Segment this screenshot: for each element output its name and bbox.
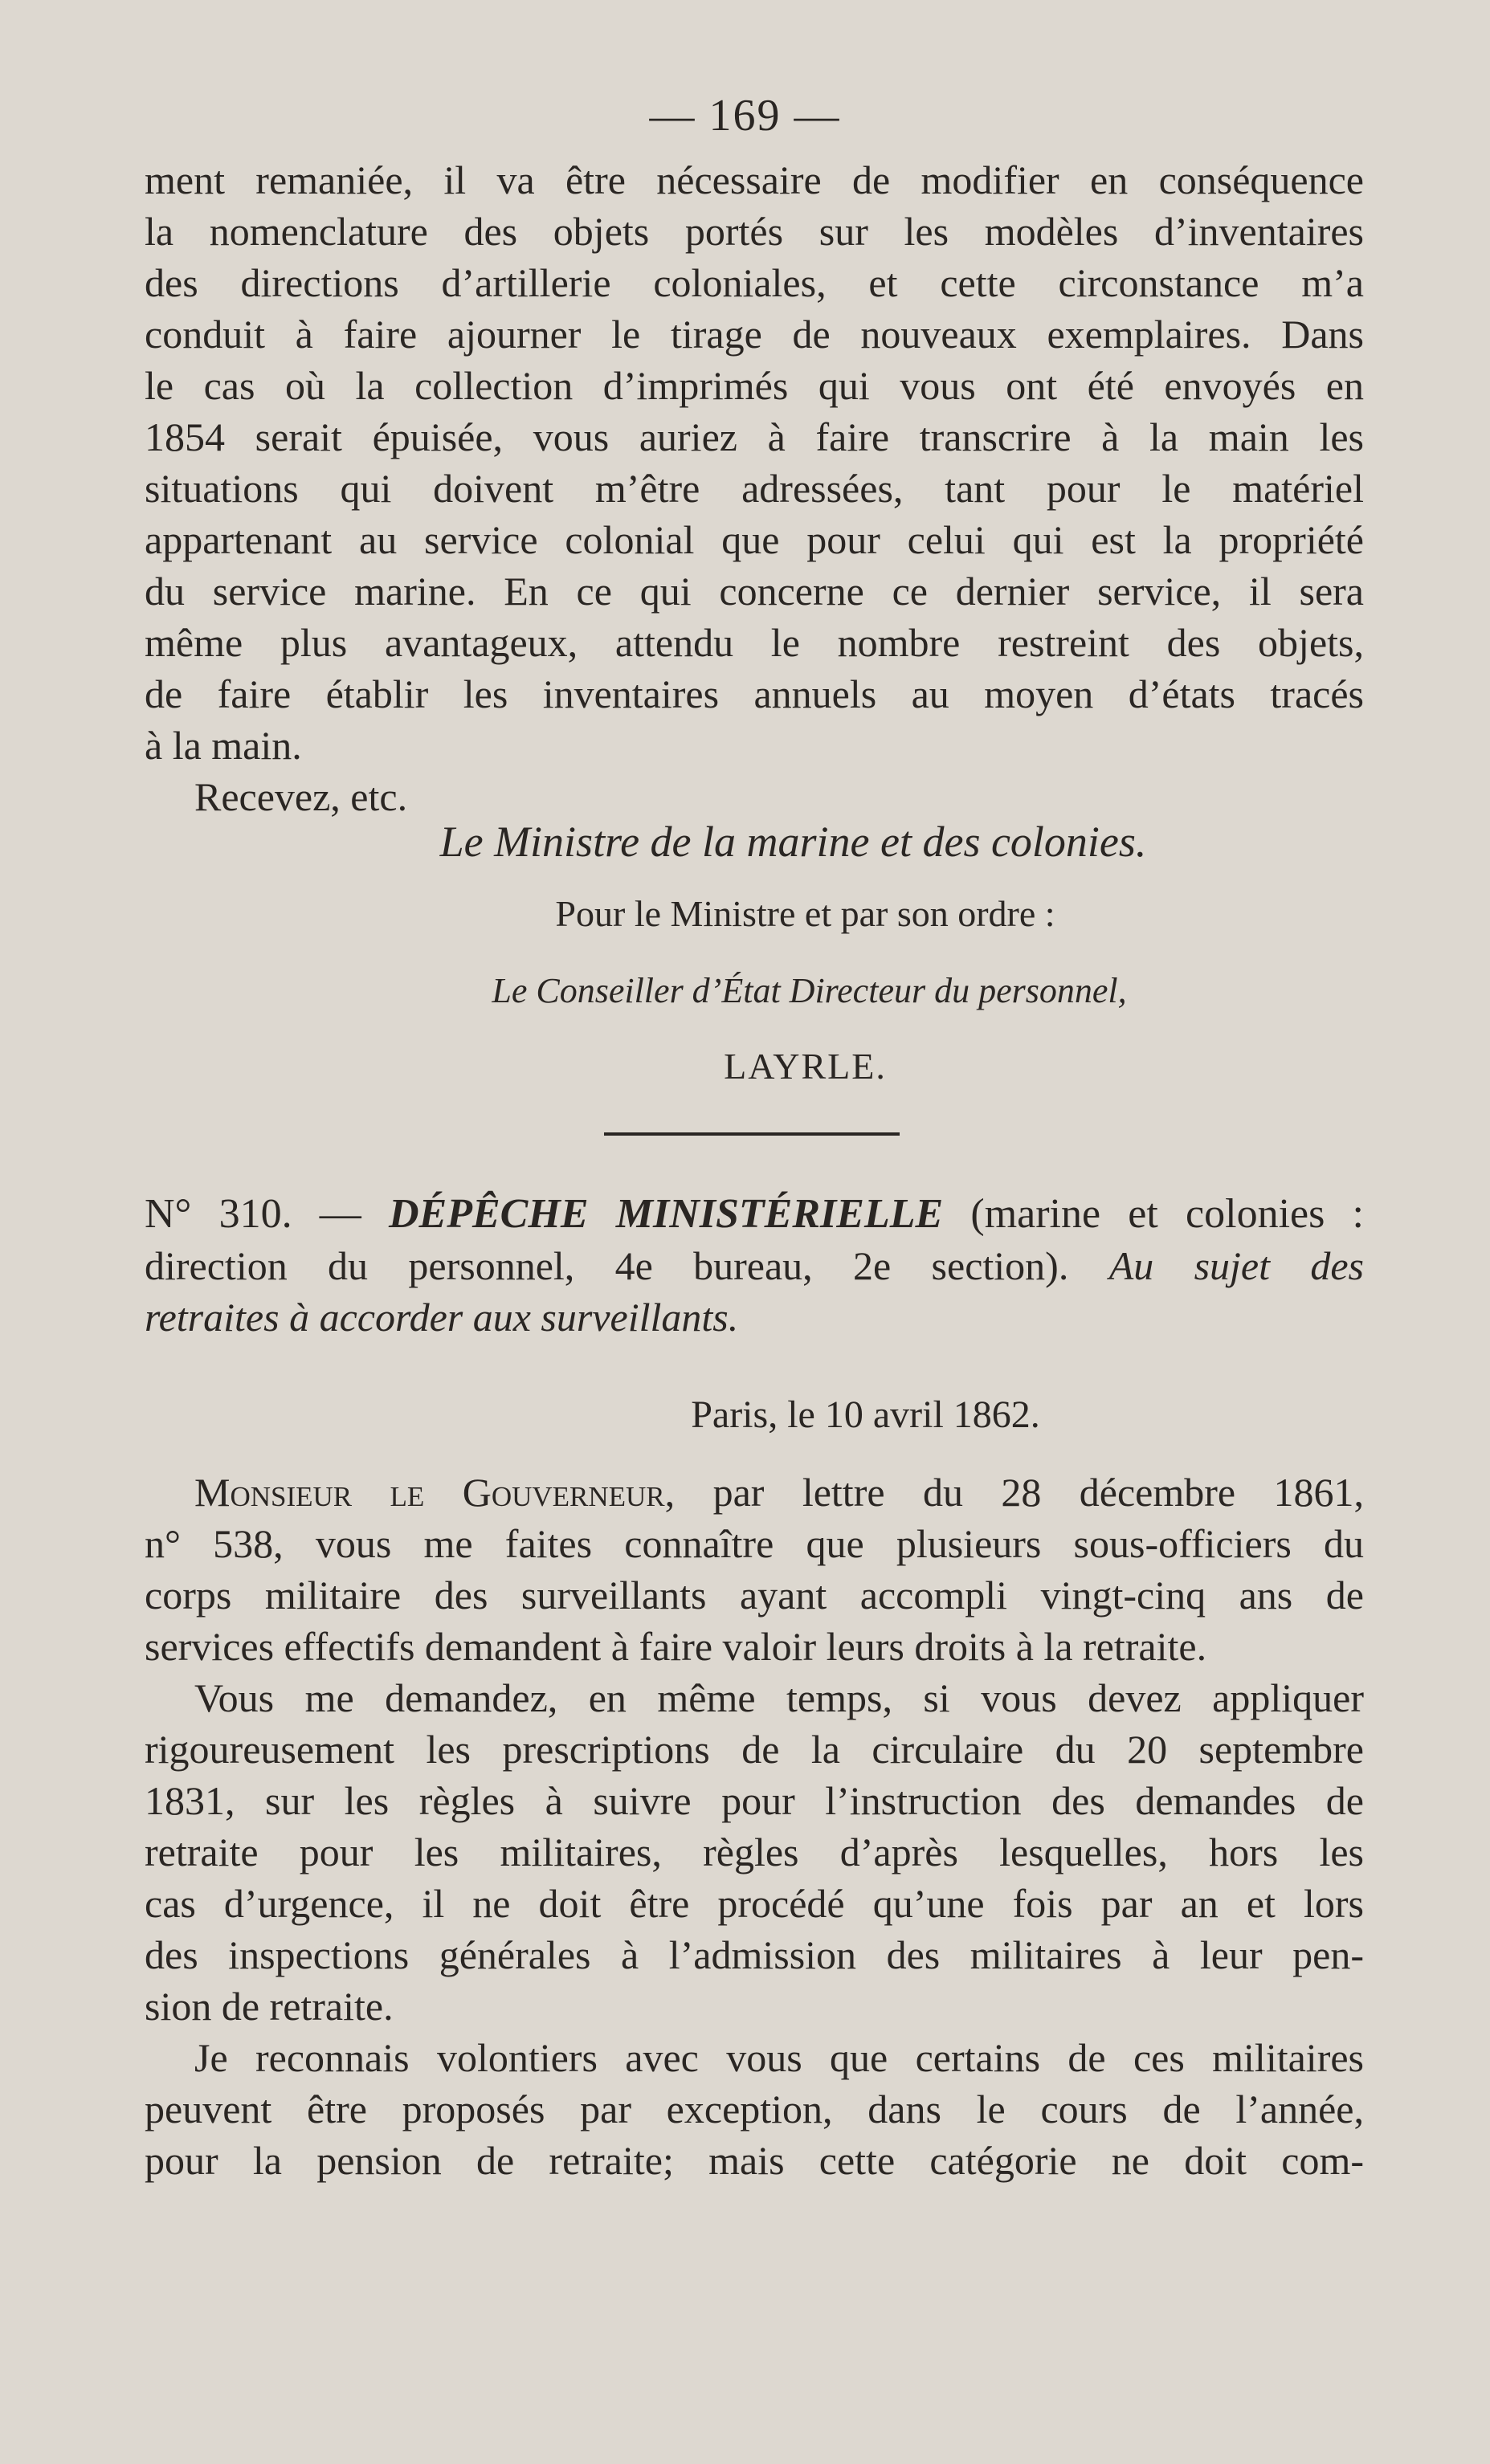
section-divider: [604, 1132, 900, 1136]
text-line: situations qui doivent m’être adressées, tant pour le matériel: [145, 466, 1364, 511]
text-line: 1854 serait épuisée, vous auriez à faire transcrire à la main les: [145, 414, 1364, 459]
dispatch-subject: Au sujet des: [1108, 1243, 1364, 1288]
text-line: des inspections générales à l’admission des militaires à leur pen-: [145, 1932, 1364, 1977]
dispatch-kind: DÉPÊCHE MINISTÉRIELLE: [389, 1191, 944, 1237]
text-line: Je reconnais volontiers avec vous que certains de ces militaires: [194, 2035, 1364, 2080]
dispatch-number: N° 310. —: [145, 1191, 361, 1237]
text-line: même plus avantageux, attendu le nombre restreint des objets,: [145, 620, 1364, 665]
text-line: services effectifs demandent à faire valoir leurs droits à la retraite.: [145, 1624, 1207, 1669]
text-line: [145, 1467, 1364, 1518]
dispatch-heading-line: [145, 1189, 1364, 1240]
minister-signature: Le Ministre de la marine et des colonies.: [439, 818, 1147, 866]
text-line: cas d’urgence, il ne doit être procédé qu’une fois par an et lors: [145, 1881, 1364, 1926]
text-line: de faire établir les inventaires annuels au moyen d’états tracés: [145, 671, 1364, 716]
text-line: conduit à faire ajourner le tirage de nouveaux exemplaires. Dans: [145, 312, 1364, 357]
text-line: du service marine. En ce qui concerne ce dernier service, il sera: [145, 569, 1364, 614]
text-line: le cas où la collection d’imprimés qui vous ont été envoyés en: [145, 363, 1364, 408]
dispatch-subject-cont: retraites à accorder aux surveillants.: [145, 1295, 739, 1340]
text-line: retraite pour les militaires, règles d’après lesquelles, hors les: [145, 1830, 1364, 1875]
text-line: à la main.: [145, 723, 302, 768]
text-line: peuvent être proposés par exception, dans le cours de l’année,: [145, 2087, 1364, 2132]
text-line: 1831, sur les règles à suivre pour l’instruction des demandes de: [145, 1778, 1364, 1823]
letter-body: [145, 1467, 1364, 2186]
text-line: ment remaniée, il va être nécessaire de modifier en conséquence: [145, 157, 1364, 202]
text-line: des directions d’artillerie coloniales, et cette circonstance m’a: [145, 260, 1364, 305]
salutation: Monsieur le Gouverneur,: [194, 1470, 676, 1515]
text-line: rigoureusement les prescriptions de la circulaire du 20 septembre: [145, 1727, 1364, 1772]
dispatch-office: (marine et colonies :: [970, 1191, 1364, 1237]
on-behalf-line: Pour le Ministre et par son ordre :: [555, 893, 1055, 934]
text-line: corps militaire des surveillants ayant accompli vingt-cinq ans de: [145, 1573, 1364, 1618]
signatory-name: LAYRLE.: [724, 1046, 887, 1087]
text-line: la nomenclature des objets portés sur les modèles d’inventaires: [145, 209, 1364, 254]
text-line: sion de retraite.: [145, 1984, 394, 2029]
date-line: Paris, le 10 avril 1862.: [691, 1393, 1040, 1436]
text-line: pour la pension de retraite; mais cette catégorie ne doit com-: [145, 2138, 1364, 2183]
text-line: appartenant au service colonial que pour celui qui est la propriété: [145, 517, 1364, 562]
dispatch-heading-line: [145, 1240, 1364, 1291]
top-paragraph: [145, 154, 1364, 822]
dispatch-office-cont: direction du personnel, 4e bureau, 2e section).: [145, 1243, 1069, 1288]
page-number: — 169 —: [649, 91, 841, 141]
text-fragment: par lettre du 28 décembre 1861,: [712, 1470, 1365, 1515]
closing-formula: Recevez, etc.: [194, 774, 408, 819]
signatory-title: Le Conseiller d’État Directeur du personnel,: [492, 971, 1127, 1010]
text-line: Vous me demandez, en même temps, si vous devez appliquer: [194, 1675, 1364, 1720]
dispatch-heading: [145, 1189, 1364, 1343]
text-line: n° 538, vous me faites connaître que plusieurs sous-officiers du: [145, 1521, 1364, 1566]
